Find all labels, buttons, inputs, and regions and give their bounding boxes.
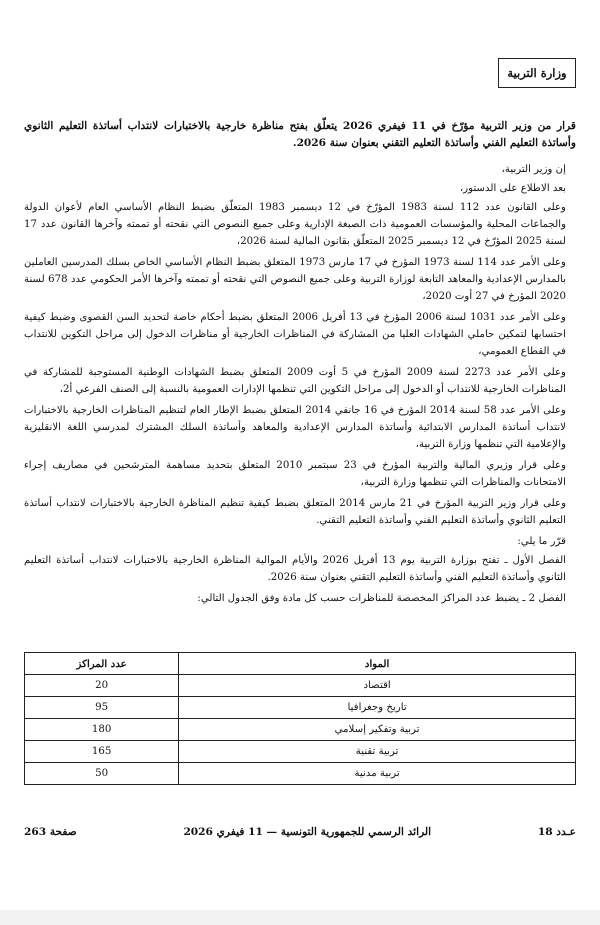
header-subject: المواد: [179, 653, 576, 675]
table-header-row: [25, 653, 576, 675]
cell-subject: تاريخ وجغرافيا: [179, 697, 576, 719]
decree-paragraph: وعلى الأمر عدد 114 لسنة 1973 المؤرخ في 17 مارس 1973 المتعلق بضبط النظام الأساسي الخاص بسلك المدرسين العاملين بالمدارس الإعدادية والمعاهد التابعة لوزارة التربية وعلى جميع النصوص التي نقحته أو تممته وآخرها الأمر الحكومي عدد 678 لسنة 2020 المؤرخ في 27 أوت 2020،: [24, 257, 566, 302]
decree-title: قرار من وزير التربية مؤرّخ في 11 فيفري 2026 يتعلّق بفتح مناظرة خارجية بالاختبارات لانتداب أساتذة التعليم الثانوي وأساتذة التعليم الفني وأساتذة التعليم التقني بعنوان سنة 2026.: [24, 120, 576, 149]
issue-number: عـدد 18: [537, 826, 576, 838]
page-footer: [24, 826, 576, 838]
cell-subject: تربية تقنية: [179, 741, 576, 763]
decree-paragraph: وعلى قرار وزير التربية المؤرخ في 21 مارس 2014 المتعلق بضبط كيفية تنظيم المناظرة الخارجية بالاختبارات لانتداب أساتذة التعليم الثانوي وأساتذة التعليم الفني وأساتذة التعليم التقني.: [24, 498, 566, 526]
decree-paragraph: وعلى القانون عدد 112 لسنة 1983 المؤرّخ في 12 ديسمبر 1983 المتعلّق بضبط النظام الأساسي العام لأعوان الدولة والجماعات المحلية والمؤسسات العمومية ذات الصبغة الإدارية وعلى جميع النصوص التي نقحته أو تممته وآخرها القانون عدد 17 لسنة 2025 المؤرّخ في 12 ديسمبر 2025 المتعلّق بقانون المالية لسنة 2026،: [24, 202, 566, 247]
centers-table: [24, 652, 576, 785]
cell-subject: تربية مدنية: [179, 763, 576, 785]
journal-title: الرائد الرسمي للجمهورية التونسية — 11 فيفري 2026: [183, 826, 432, 838]
table-row: [25, 675, 576, 697]
table-row: [25, 763, 576, 785]
ministry-header-box: [498, 58, 576, 88]
cell-count: 180: [25, 719, 179, 741]
decree-body: [24, 118, 576, 611]
cell-count: 165: [25, 741, 179, 763]
decree-paragraph: وعلى الأمر عدد 58 لسنة 2014 المؤرخ في 16 جانفي 2014 المتعلق بضبط الإطار العام لتنظيم المناظرات الخارجية بالاختبارات لانتداب أساتذة المدارس الابتدائية وأساتذة المدارس الإعدادية والمعاهد وأساتذة السلك المشترك لمدرسي اللغة الانقليزية والإعلامية التي تنظمها وزارة التربية،: [24, 405, 566, 450]
cell-count: 20: [25, 675, 179, 697]
page-number: صفحة 263: [24, 826, 77, 838]
decree-paragraph: وعلى قرار وزيري المالية والتربية المؤرخ في 23 سبتمبر 2010 المتعلق بتحديد مساهمة المترشحين في مصاريف إجراء الامتحانات والمناظرات التي تنظمها وزارة التربية،: [24, 460, 566, 488]
ministry-name: وزارة التربية: [507, 66, 567, 80]
decree-paragraph: قرّر ما يلي:: [517, 536, 566, 547]
article-1: الفصل الأول ـ تفتح بوزارة التربية يوم 13 أفريل 2026 والأيام الموالية المناظرة الخارجية بالاختبارات لانتداب أساتذة التعليم الثانوي وأساتذة التعليم الفني وأساتذة التعليم التقني بعنوان سنة 2026.: [24, 555, 567, 583]
header-count: عدد المراكز: [25, 653, 179, 675]
decree-paragraph: بعد الاطلاع على الدستور،: [459, 183, 566, 194]
article-2: الفصل 2 ـ يضبط عدد المراكز المخصصة للمناظرات حسب كل مادة وفق الجدول التالي:: [197, 593, 566, 604]
table-row: [25, 719, 576, 741]
table-row: [25, 741, 576, 763]
table-row: [25, 697, 576, 719]
cell-subject: اقتصاد: [179, 675, 576, 697]
cell-subject: تربية وتفكير إسلامي: [179, 719, 576, 741]
decree-paragraph: وعلى الأمر عدد 2273 لسنة 2009 المؤرخ في 5 أوت 2009 المتعلق بضبط الشهادات الوطنية المستوجبة للمشاركة في المناظرات الخارجية للانتداب أو الدخول إلى مراحل التكوين التي تنظمها الإدارات العمومية بالنسبة إلى الصنف الفرعي أ2،: [24, 367, 566, 395]
cell-count: 95: [25, 697, 179, 719]
centers-table-wrap: [24, 652, 576, 785]
cell-count: 50: [25, 763, 179, 785]
decree-paragraph: وعلى الأمر عدد 1031 لسنة 2006 المؤرخ في 13 أفريل 2006 المتعلق بضبط أحكام خاصة لتحديد السن القصوى وضبط كيفية احتسابها لتمكين حاملي الشهادات العليا من المشاركة في المناظرات الخارجية أو مناظرات الدخول إلى مراحل التكوين للانتداب في القطاع العمومي،: [24, 312, 566, 357]
decree-paragraph: إن وزير التربية،: [501, 164, 566, 175]
